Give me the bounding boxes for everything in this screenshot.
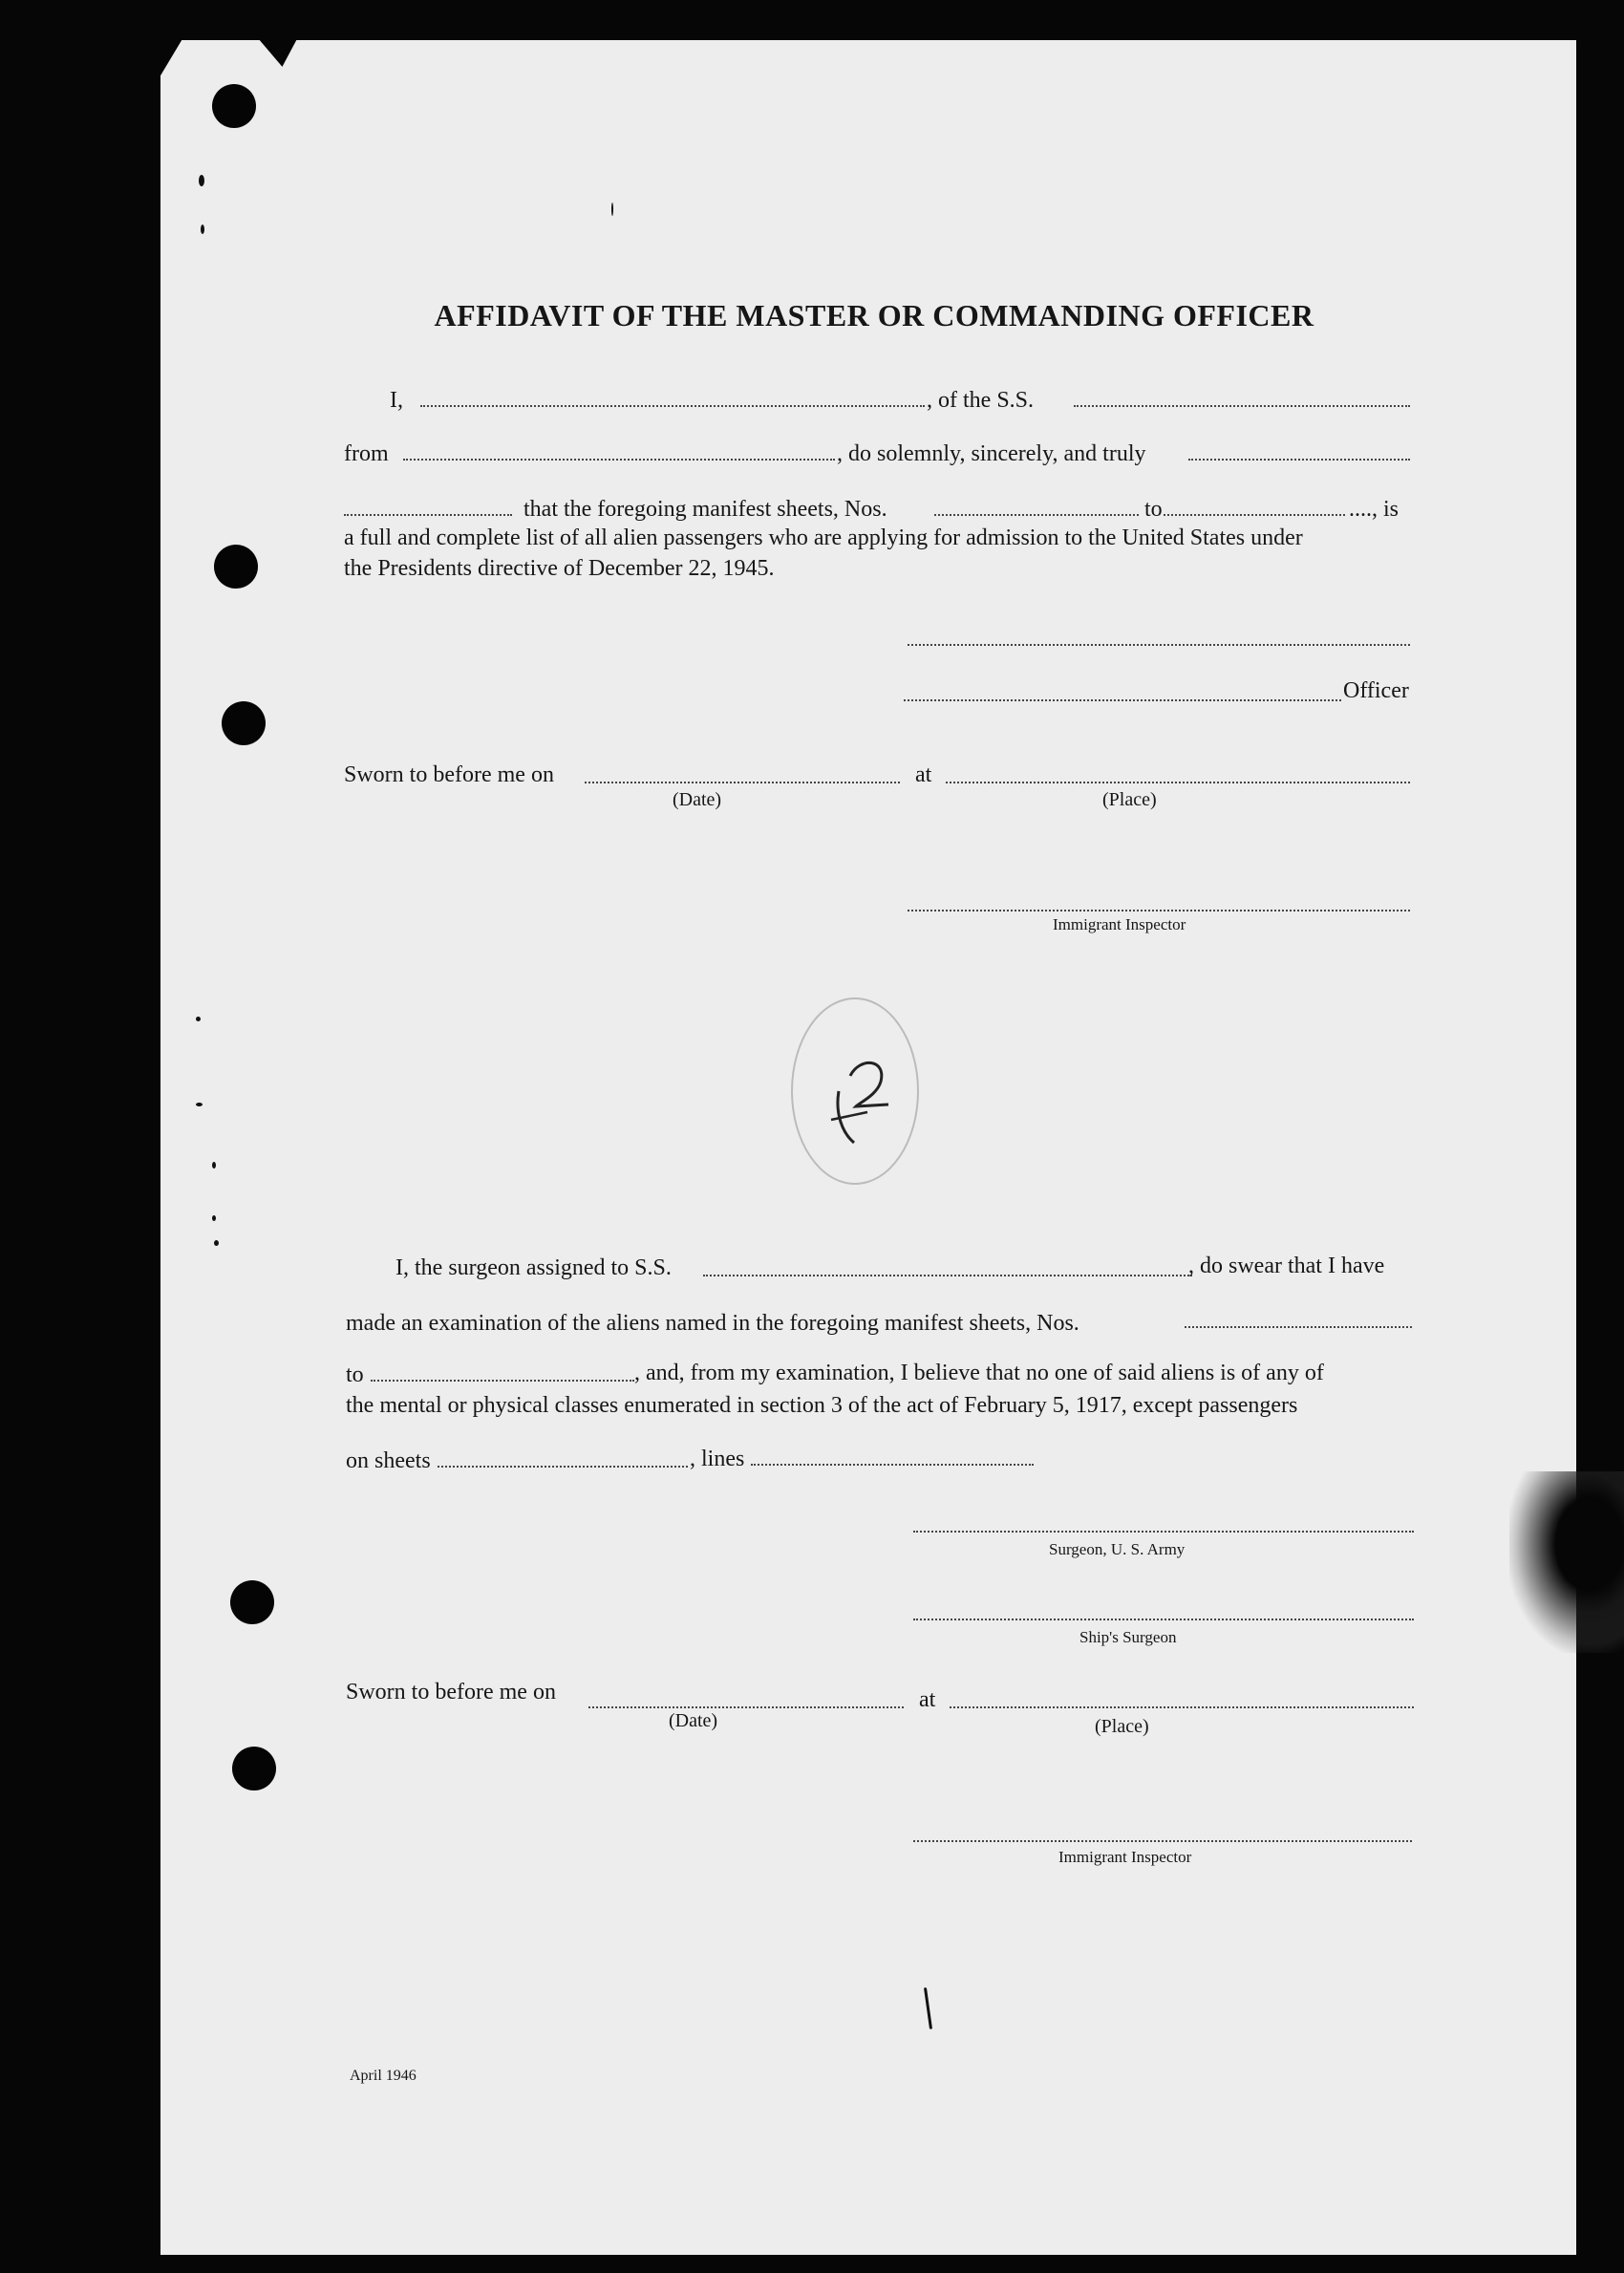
- from-port-field[interactable]: [403, 459, 835, 461]
- master-name-field[interactable]: [420, 405, 925, 407]
- foregoing-sheets-label: that the foregoing manifest sheets, Nos.: [524, 497, 887, 522]
- speck: [611, 203, 613, 216]
- inspector-caption: Immigrant Inspector: [1053, 915, 1186, 933]
- lines-label: , lines: [690, 1447, 745, 1471]
- speck: [214, 1240, 219, 1246]
- at-label: at: [915, 762, 932, 787]
- surgeon-line: made an examination of the aliens named in the foregoing manifest sheets, Nos.: [346, 1311, 1079, 1336]
- document-title: AFFIDAVIT OF THE MASTER OR COMMANDING OFFICER: [434, 298, 1314, 332]
- circle-stamp: [791, 997, 919, 1185]
- speck: [196, 1103, 203, 1106]
- surgeon-to-label: to: [346, 1362, 364, 1387]
- officer-signature-field[interactable]: [904, 699, 1341, 701]
- ship-surgeon-caption: Ship's Surgeon: [1079, 1628, 1177, 1646]
- army-surgeon-caption: Surgeon, U. S. Army: [1049, 1540, 1186, 1558]
- inspector-caption: Immigrant Inspector: [1058, 1848, 1192, 1866]
- binder-hole: [222, 701, 266, 745]
- sworn-label: Sworn to before me on: [346, 1680, 556, 1705]
- binder-hole: [232, 1747, 276, 1791]
- of-ss-label: , of the S.S.: [927, 388, 1035, 413]
- oath-field[interactable]: [1188, 459, 1410, 461]
- sworn-date-field[interactable]: [585, 782, 900, 783]
- except-sheets-field[interactable]: [438, 1466, 688, 1468]
- officer-label: Officer: [1343, 678, 1409, 703]
- sworn-label: Sworn to before me on: [344, 762, 554, 787]
- handwritten-2-icon: [793, 999, 917, 1183]
- surgeon-sheets-field[interactable]: [1185, 1326, 1412, 1328]
- surgeon-ship-field[interactable]: [703, 1275, 1192, 1276]
- date-caption: (Date): [669, 1710, 718, 1731]
- declare-field[interactable]: [344, 514, 512, 516]
- on-sheets-label: on sheets: [346, 1448, 431, 1473]
- surgeon-line: the mental or physical classes enumerated in section 3 of the act of February 5, 1917, except passengers: [346, 1393, 1298, 1418]
- surgeon-line: I, the surgeon assigned to S.S.: [395, 1255, 672, 1280]
- sworn-place-field[interactable]: [946, 782, 1410, 783]
- binder-hole: [214, 545, 258, 589]
- speck: [201, 225, 204, 234]
- master-body-line: the Presidents directive of December 22, 1945.: [344, 556, 775, 581]
- is-label: ...., is: [1349, 497, 1400, 522]
- sworn-place-field[interactable]: [950, 1706, 1414, 1708]
- speck: [199, 175, 204, 186]
- at-label: at: [919, 1687, 936, 1712]
- date-caption: (Date): [673, 789, 722, 810]
- ship-name-field[interactable]: [1074, 405, 1410, 407]
- speck: [212, 1162, 216, 1169]
- sheets-to-field[interactable]: [1164, 514, 1345, 516]
- speck: [196, 1017, 201, 1021]
- inspector-signature-field[interactable]: [908, 910, 1410, 911]
- place-caption: (Place): [1095, 1716, 1149, 1737]
- from-label: from: [344, 441, 389, 466]
- master-i-label: I,: [390, 388, 403, 413]
- sheets-from-field[interactable]: [934, 514, 1139, 516]
- except-lines-field[interactable]: [751, 1464, 1034, 1466]
- surgeon-to-field[interactable]: [371, 1380, 634, 1382]
- surgeon-line-end: , do swear that I have: [1188, 1254, 1385, 1278]
- army-surgeon-signature-field[interactable]: [913, 1531, 1414, 1533]
- inspector-signature-field[interactable]: [913, 1840, 1412, 1842]
- binder-hole: [212, 84, 256, 128]
- surgeon-line: , and, from my examination, I believe that no one of said aliens is of any of: [634, 1361, 1324, 1385]
- master-signature-field[interactable]: [908, 644, 1410, 646]
- solemnly-label: , do solemnly, sincerely, and truly: [837, 441, 1146, 466]
- ship-surgeon-signature-field[interactable]: [913, 1619, 1414, 1620]
- binder-hole: [230, 1580, 274, 1624]
- sworn-date-field[interactable]: [588, 1706, 904, 1708]
- to-label: to: [1144, 497, 1163, 522]
- master-body-line: a full and complete list of all alien passengers who are applying for admission to the United States under: [344, 525, 1303, 550]
- form-date: April 1946: [350, 2068, 417, 2084]
- burn-damage: [1509, 1471, 1624, 1653]
- place-caption: (Place): [1102, 789, 1157, 810]
- speck: [212, 1215, 216, 1221]
